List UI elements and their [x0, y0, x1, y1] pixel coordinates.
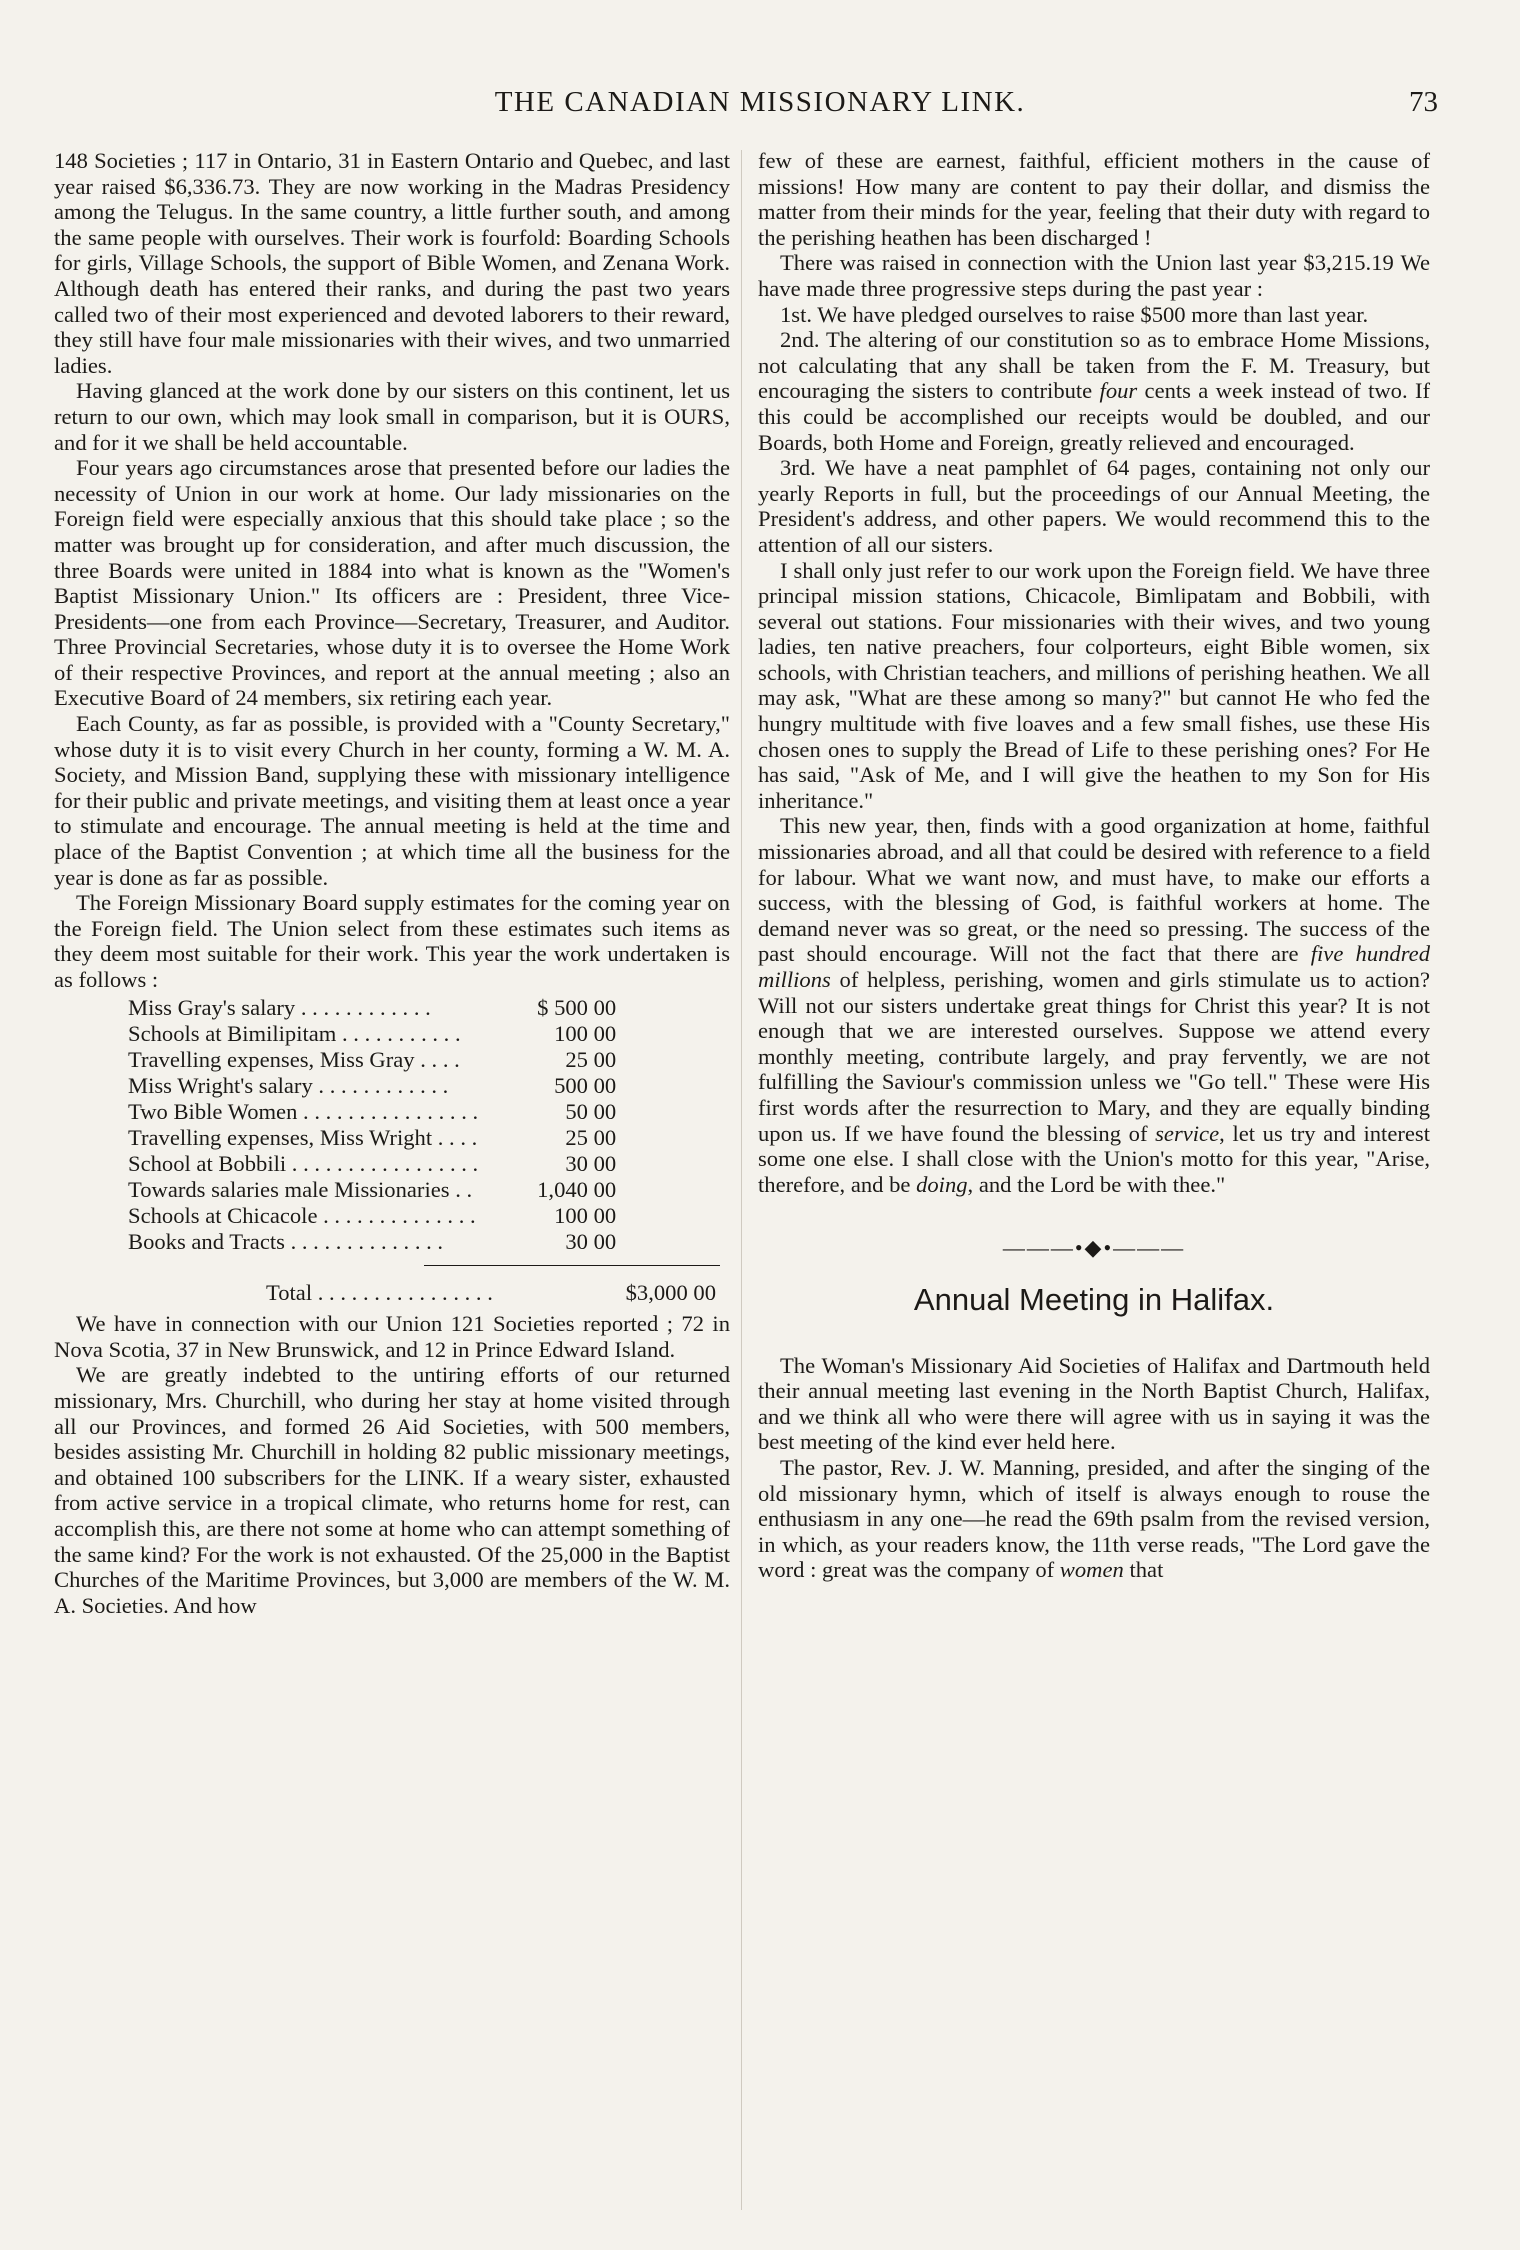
- running-title: THE CANADIAN MISSIONARY LINK.: [494, 86, 1026, 118]
- budget-amount: 500 00: [554, 1072, 617, 1098]
- budget-row: [128, 995, 616, 1021]
- paragraph: [758, 1455, 1430, 1583]
- page-header: [0, 86, 1520, 126]
- paragraph: The Foreign Missionary Board supply estimates for the coming year on the Foreign field. The Union select from these estimates such items as they deem most suitable for their work. This year the work undertaken is as follows :: [54, 890, 730, 992]
- emphasis: five hundred millions: [758, 941, 1430, 992]
- text-run: , and the Lord be with thee.": [967, 1171, 1226, 1197]
- paragraph: Each County, as far as possible, is provided with a "County Secretary," whose duty it is to visit every Church in her county, forming a W. M. A. Society, and Mission Band, supplying these with missionary intelligence for their public and private meetings, and visiting them at least once a year to stimulate and encourage. The annual meeting is held at the time and place of the Baptist Convention ; at which time all the business for the year is done as far as possible.: [54, 711, 730, 890]
- budget-row: [128, 1073, 616, 1099]
- left-column: [54, 148, 730, 1618]
- paragraph: 148 Societies ; 117 in Ontario, 31 in Eastern Ontario and Quebec, and last year raised $6,336.73. They are now working in the Madras Presidency among the Telugus. In the same country, a little further south, and among the same people with ourselves. Their work is fourfold: Boarding Schools for girls, Village Schools, the support of Bible Women, and Zenana Work. Although death has entered their ranks, and during the past two years called two of their most experienced and devoted laborers to their reward, they still have four male missionaries with their wives, and two unmarried ladies.: [54, 148, 730, 378]
- paragraph: There was raised in connection with the Union last year $3,215.19 We have made three progressive steps during the past year :: [758, 250, 1430, 301]
- text-run: This new year, then, finds with a good organization at home, faithful missionaries abroad, and all that could be desired with reference to a field for labour. What we want now, and must have, to make our efforts a success, with the blessing of God, is faithful workers at home. The demand never was so great, or the need so pressing. The success of the past should encourage. Will not the fact that there are: [758, 813, 1430, 967]
- budget-item: Two Bible Women . . . . . . . . . . . . . . . .: [128, 1098, 479, 1124]
- budget-amount: 50 00: [565, 1098, 617, 1124]
- budget-amount: 30 00: [565, 1228, 617, 1254]
- budget-amount: $ 500 00: [537, 994, 617, 1020]
- paragraph: [758, 813, 1430, 1197]
- budget-amount: 100 00: [554, 1202, 617, 1228]
- section-separator: ———•◆•———: [1002, 1235, 1186, 1261]
- budget-amount: 100 00: [554, 1020, 617, 1046]
- budget-row: [128, 1047, 616, 1073]
- budget-table: [128, 995, 616, 1255]
- text-run: of helpless, perishing, women and girls stimulate us to action? Will not our sisters undertake great things for Christ this year? It is not enough that we are interested ourselves. Suppose we attend every monthly meeting, contribute largely, and pray fervently, we are not fulfilling the Saviour's commission unless we "Go tell." These were His first words after the resurrection to Mary, and they are equally binding upon us. If we have found the blessing of: [758, 967, 1430, 1146]
- paragraph: We are greatly indebted to the untiring efforts of our returned missionary, Mrs. Churchill, who during her stay at home visited through all our Provinces, and formed 26 Aid Societies, with 500 members, besides assisting Mr. Churchill in holding 82 public missionary meetings, and obtained 100 subscribers for the LINK. If a weary sister, exhausted from active service in a tropical climate, who returns home for rest, can accomplish this, are there not some at home who can attempt something of the same kind? For the work is not exhausted. Of the 25,000 in the Baptist Churches of the Maritime Provinces, but 3,000 are members of the W. M. A. Societies. And how: [54, 1362, 730, 1618]
- budget-item: Travelling expenses, Miss Wright . . . .: [128, 1124, 478, 1150]
- budget-item: Schools at Bimilipitam . . . . . . . . . . .: [128, 1020, 461, 1046]
- budget-row: [128, 1203, 616, 1229]
- paragraph: [758, 327, 1430, 455]
- emphasis: doing: [916, 1171, 968, 1197]
- section-title: Annual Meeting in Halifax.: [913, 1281, 1275, 1317]
- budget-amount: 25 00: [565, 1046, 617, 1072]
- budget-total: [266, 1280, 716, 1306]
- budget-row: [128, 1151, 616, 1177]
- budget-item: Towards salaries male Missionaries . .: [128, 1176, 473, 1202]
- budget-item: Schools at Chicacole . . . . . . . . . . . . . .: [128, 1202, 476, 1228]
- paragraph: I shall only just refer to our work upon the Foreign field. We have three principal mission stations, Chicacole, Bimlipatam and Bobbili, with several out stations. Four missionaries with their wives, and two young ladies, ten native preachers, four colporteurs, eight Bible women, six schools, with Christian teachers, and millions of perishing heathen. We all may ask, "What are these among so many?" but cannot He who fed the hungry multitude with five loaves and a few small fishes, use these His chosen ones to supply the Bread of Life to these perishing ones? For He has said, "Ask of Me, and I will give the heathen to my Son for His inheritance.": [758, 557, 1430, 813]
- paragraph: 3rd. We have a neat pamphlet of 64 pages, containing not only our yearly Reports in full, but the proceedings of our Annual Meeting, the President's address, and other papers. We would recommend this to the attention of all our sisters.: [758, 455, 1430, 557]
- text-run: , let us try and interest some one else. I shall close with the Union's motto for this year, "Arise, therefore, and be: [758, 1120, 1430, 1197]
- paragraph: 1st. We have pledged ourselves to raise $500 more than last year.: [780, 301, 1369, 327]
- budget-amount: 30 00: [565, 1150, 617, 1176]
- text-run: The pastor, Rev. J. W. Manning, presided, and after the singing of the old missionary hymn, which of itself is always enough to rouse the enthusiasm in any one—he read the 69th psalm from the revised version, in which, as your readers know, the 11th verse reads, "The Lord gave the word : great was the company of: [758, 1454, 1430, 1583]
- text-run: cents a week instead of two. If this could be accomplished our receipts would be doubled, and our Boards, both Home and Foreign, greatly relieved and encouraged.: [758, 378, 1430, 455]
- budget-row: [128, 1021, 616, 1047]
- budget-item: Miss Gray's salary . . . . . . . . . . . .: [128, 994, 431, 1020]
- budget-item: Travelling expenses, Miss Gray . . . .: [128, 1046, 460, 1072]
- emphasis: four: [1099, 378, 1138, 404]
- paragraph: The Woman's Missionary Aid Societies of Halifax and Dartmouth held their annual meeting last evening in the North Baptist Church, Halifax, and we think all who were there will agree with us in saying it was the best meeting of the kind ever held here.: [758, 1352, 1430, 1455]
- budget-item: School at Bobbili . . . . . . . . . . . . . . . . .: [128, 1150, 479, 1176]
- paragraph: Having glanced at the work done by our sisters on this continent, let us return to our own, which may look small in comparison, but it is OURS, and for it we shall be held accountable.: [54, 378, 730, 455]
- page-number: 73: [1409, 86, 1438, 118]
- budget-item: Books and Tracts . . . . . . . . . . . . . .: [128, 1228, 444, 1254]
- emphasis: women: [1059, 1557, 1124, 1583]
- budget-amount: 25 00: [565, 1124, 617, 1150]
- budget-row: [128, 1125, 616, 1151]
- budget-row: [128, 1229, 616, 1255]
- text-run: that: [1123, 1557, 1164, 1583]
- budget-amount: 1,040 00: [537, 1176, 617, 1202]
- total-rule: [424, 1265, 720, 1280]
- budget-row: [128, 1099, 616, 1125]
- paragraph: Four years ago circumstances arose that presented before our ladies the necessity of Union in our work at home. Our lady missionaries on the Foreign field were especially anxious that this should take place ; so the matter was brought up for consideration, and after much discussion, the three Boards were united in 1884 into what is known as the "Women's Baptist Missionary Union." Its officers are : President, three Vice-Presidents—one from each Province—Secretary, Treasurer, and Auditor. Three Provincial Secretaries, whose duty it is to oversee the Home Work of their respective Provinces, and report at the annual meeting ; also an Executive Board of 24 members, six retiring each year.: [54, 455, 730, 711]
- budget-item: Miss Wright's salary . . . . . . . . . . . .: [128, 1072, 449, 1098]
- paragraph: few of these are earnest, faithful, efficient mothers in the cause of missions! How many are content to pay their dollar, and dismiss the matter from their minds for the year, feeling that their duty with regard to the perishing heathen has been discharged !: [758, 148, 1430, 250]
- text-run: 2nd. The altering of our constitution so as to embrace Home Missions, not calculating that any shall be taken from the F. M. Treasury, but encouraging the sisters to contribute: [758, 327, 1430, 404]
- column-divider: [741, 150, 742, 2210]
- emphasis: service: [1155, 1120, 1220, 1146]
- paragraph: We have in connection with our Union 121 Societies reported ; 72 in Nova Scotia, 37 in New Brunswick, and 12 in Prince Edward Island.: [54, 1311, 730, 1362]
- right-column: [758, 148, 1430, 1583]
- total-label: Total . . . . . . . . . . . . . . . .: [266, 1279, 493, 1305]
- total-amount: $3,000 00: [625, 1279, 716, 1305]
- budget-row: [128, 1177, 616, 1203]
